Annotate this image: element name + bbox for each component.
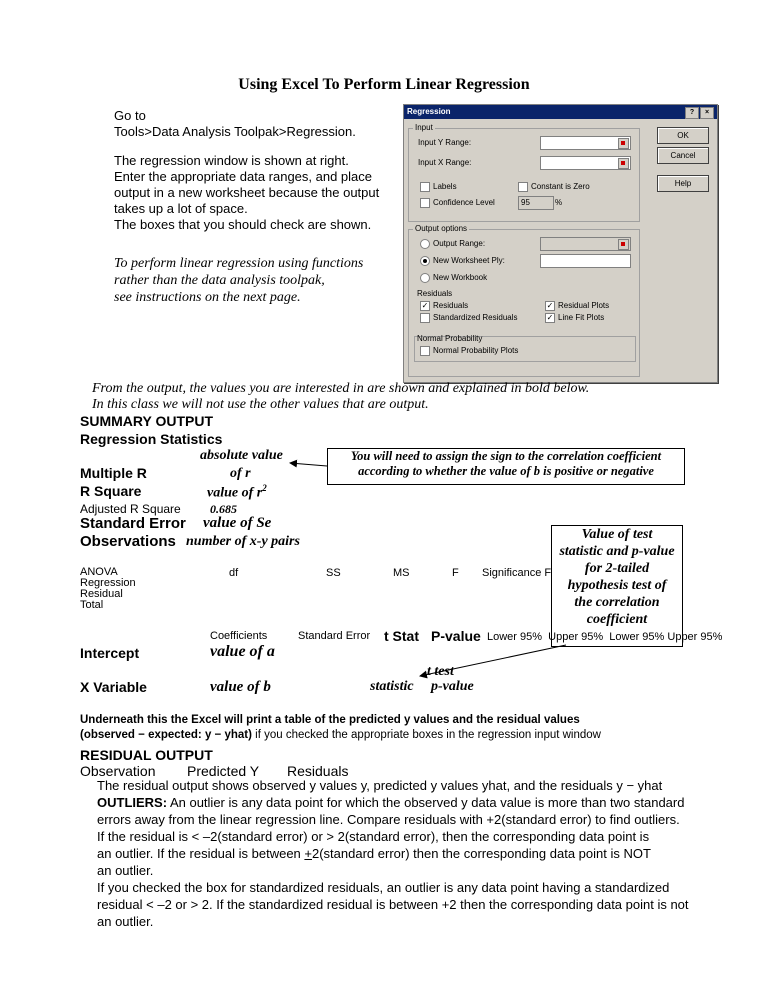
anova-col-f: F	[452, 567, 459, 579]
res-line: an outlier.	[97, 914, 154, 929]
residuals-checkbox[interactable]: ✓	[421, 301, 429, 310]
note-line: You will need to assign the sign to the correlation coefficient	[350, 449, 662, 463]
note-line: hypothesis test of	[567, 578, 667, 593]
intro-line: Tools>Data Analysis Toolpak>Regression.	[114, 124, 356, 139]
res-line	[97, 845, 717, 862]
r2-sup: 2	[262, 483, 267, 493]
col-observation: Observation	[80, 763, 156, 779]
new-worksheet-label: New Worksheet Ply:	[433, 256, 505, 265]
col-residuals: Residuals	[287, 763, 349, 779]
regression-stats-heading: Regression Statistics	[80, 431, 223, 447]
residuals-group-label: Residuals	[417, 289, 453, 298]
underneath-bold: (observed − expected: y − yhat)	[80, 729, 252, 741]
plus-minus: +	[304, 846, 312, 861]
input-group-label: Input	[415, 123, 433, 132]
new-workbook-label: New Workbook	[433, 273, 488, 282]
col-predicted: Predicted Y	[187, 763, 260, 779]
summary-heading: SUMMARY OUTPUT	[80, 413, 213, 429]
labels-label: Labels	[433, 182, 457, 191]
intercept-label: Intercept	[80, 645, 140, 661]
confidence-label: Confidence Level	[433, 198, 495, 207]
p-value-text: p-value	[431, 679, 474, 694]
note-line: according to whether the value of b is positive or negative	[358, 464, 654, 478]
std-residuals-label: Standardized Residuals	[433, 313, 518, 322]
res-text: An outlier is any data point for which the observed y data value is more than two standard	[167, 795, 685, 810]
output-range-label: Output Range:	[433, 239, 486, 248]
adj-r-square-label: Adjusted R Square	[80, 502, 181, 516]
res-line: an outlier.	[97, 863, 154, 878]
std-error-label: Standard Error	[80, 515, 186, 532]
anova-header: ANOVA	[80, 566, 118, 578]
res-text: an outlier. If the residual is between	[97, 846, 305, 861]
multiple-r-label: Multiple R	[80, 465, 147, 481]
anova-col-sigf: Significance F	[482, 567, 552, 579]
anova-col-ms: MS	[393, 567, 410, 579]
note-line: Value of test	[581, 527, 653, 542]
help-title-button[interactable]: ?	[685, 107, 699, 119]
res-line: residual < –2 or > 2. If the standardized residual is between +2 then the corresponding data point is not	[97, 897, 689, 912]
abs-value-text: absolute value	[200, 448, 283, 463]
r-square-label: R Square	[80, 483, 142, 499]
underneath-rest: if you checked the appropriate boxes in the regression input window	[251, 729, 601, 741]
constant-zero-label: Constant is Zero	[531, 182, 590, 191]
of-r-text: of r	[230, 466, 251, 481]
input-x-label: Input X Range:	[418, 158, 472, 167]
italic-line: see instructions on the next page.	[114, 290, 301, 305]
help-button[interactable]: Help	[657, 175, 709, 192]
underneath-text	[80, 713, 601, 743]
residual-output-heading: RESIDUAL OUTPUT	[80, 747, 213, 763]
residuals-label: Residuals	[433, 301, 469, 310]
residual-plots-label: Residual Plots	[558, 301, 610, 310]
coefficients-header: Coefficients	[210, 630, 268, 642]
dialog-title: Regression	[407, 107, 451, 116]
intro-line: output in a new worksheet because the output	[114, 185, 380, 200]
explain-line: From the output, the values you are interested in are shown and explained in bold below.	[92, 381, 590, 396]
anova-rows	[80, 567, 136, 611]
value-b-text: value of b	[210, 679, 271, 695]
underneath-line: Underneath this the Excel will print a table of the predicted y values and the residual values	[80, 714, 580, 726]
se-value-text: value of Se	[203, 515, 272, 531]
anova-row: Regression	[80, 577, 136, 589]
italic-line: To perform linear regression using functions	[114, 256, 364, 271]
res-line: errors away from the linear regression line. Compare residuals with +2(standard error) to find outliers.	[97, 812, 680, 827]
intro-line: Enter the appropriate data ranges, and place	[114, 169, 373, 184]
anova-row: Residual	[80, 588, 123, 600]
intro-line: The regression window is shown at right.	[114, 153, 349, 168]
note-line: for 2-tailed	[584, 561, 650, 576]
conf-interval-headers: Lower 95% Upper 95% Lower 95% Upper 95%	[487, 631, 723, 643]
cancel-button[interactable]: Cancel	[657, 147, 709, 164]
res-line: If the residual is < –2(standard error) or > 2(standard error), then the corresponding data point is	[97, 829, 650, 844]
close-button[interactable]: ×	[700, 107, 714, 119]
x-variable-label: X Variable	[80, 679, 147, 695]
arrow-sign	[290, 463, 327, 466]
t-test-text: t test	[427, 664, 454, 679]
value-a-text: value of a	[210, 643, 275, 660]
res-line: If you checked the box for standardized residuals, an outlier is any data point having a standardized	[97, 880, 670, 895]
confidence-value-field[interactable]: 95	[518, 196, 554, 210]
italic-line: rather than the data analysis toolpak,	[114, 273, 325, 288]
res-line	[97, 794, 717, 811]
res-text: 2(standard error) then the corresponding data point is NOT	[312, 846, 651, 861]
normal-plots-label: Normal Probability Plots	[433, 346, 519, 355]
note-line: the correlation	[574, 595, 660, 610]
intro-line: takes up a lot of space.	[114, 201, 248, 216]
note-line: statistic and p-value	[559, 544, 675, 559]
observations-label: Observations	[80, 533, 176, 550]
p-value-header: P-value	[431, 628, 481, 644]
t-stat-header: t Stat	[384, 628, 419, 644]
input-y-label: Input Y Range:	[418, 138, 472, 147]
line-fit-label: Line Fit Plots	[558, 313, 605, 322]
std-error-header: Standard Error	[298, 630, 371, 642]
adj-r-square-value: 0.685	[210, 502, 237, 516]
anova-col-ss: SS	[326, 567, 341, 579]
anova-col-df: df	[229, 567, 239, 579]
num-pairs-text: number of x-y pairs	[186, 534, 300, 549]
outliers-label: OUTLIERS:	[97, 795, 168, 810]
residual-plots-checkbox[interactable]: ✓	[546, 301, 554, 310]
intro-line: The boxes that you should check are shown.	[114, 217, 372, 232]
percent-label: %	[555, 198, 563, 207]
line-fit-checkbox[interactable]: ✓	[546, 313, 554, 322]
explain-line: In this class we will not use the other values that are output.	[92, 397, 429, 412]
residual-explanation	[97, 777, 717, 930]
note-line: coefficient	[586, 612, 648, 627]
r2-value: value of r	[207, 485, 263, 501]
output-group-label: Output options	[415, 224, 468, 233]
ok-button[interactable]: OK	[657, 127, 709, 144]
statistic-text: statistic	[370, 679, 414, 694]
res-line: The residual output shows observed y values y, predicted y values yhat, and the residuals y − yhat	[97, 778, 663, 793]
page-title: Using Excel To Perform Linear Regression	[238, 76, 530, 93]
anova-row: Total	[80, 599, 104, 611]
intro-line: Go to	[114, 108, 146, 123]
normal-group-label: Normal Probability	[417, 334, 483, 343]
